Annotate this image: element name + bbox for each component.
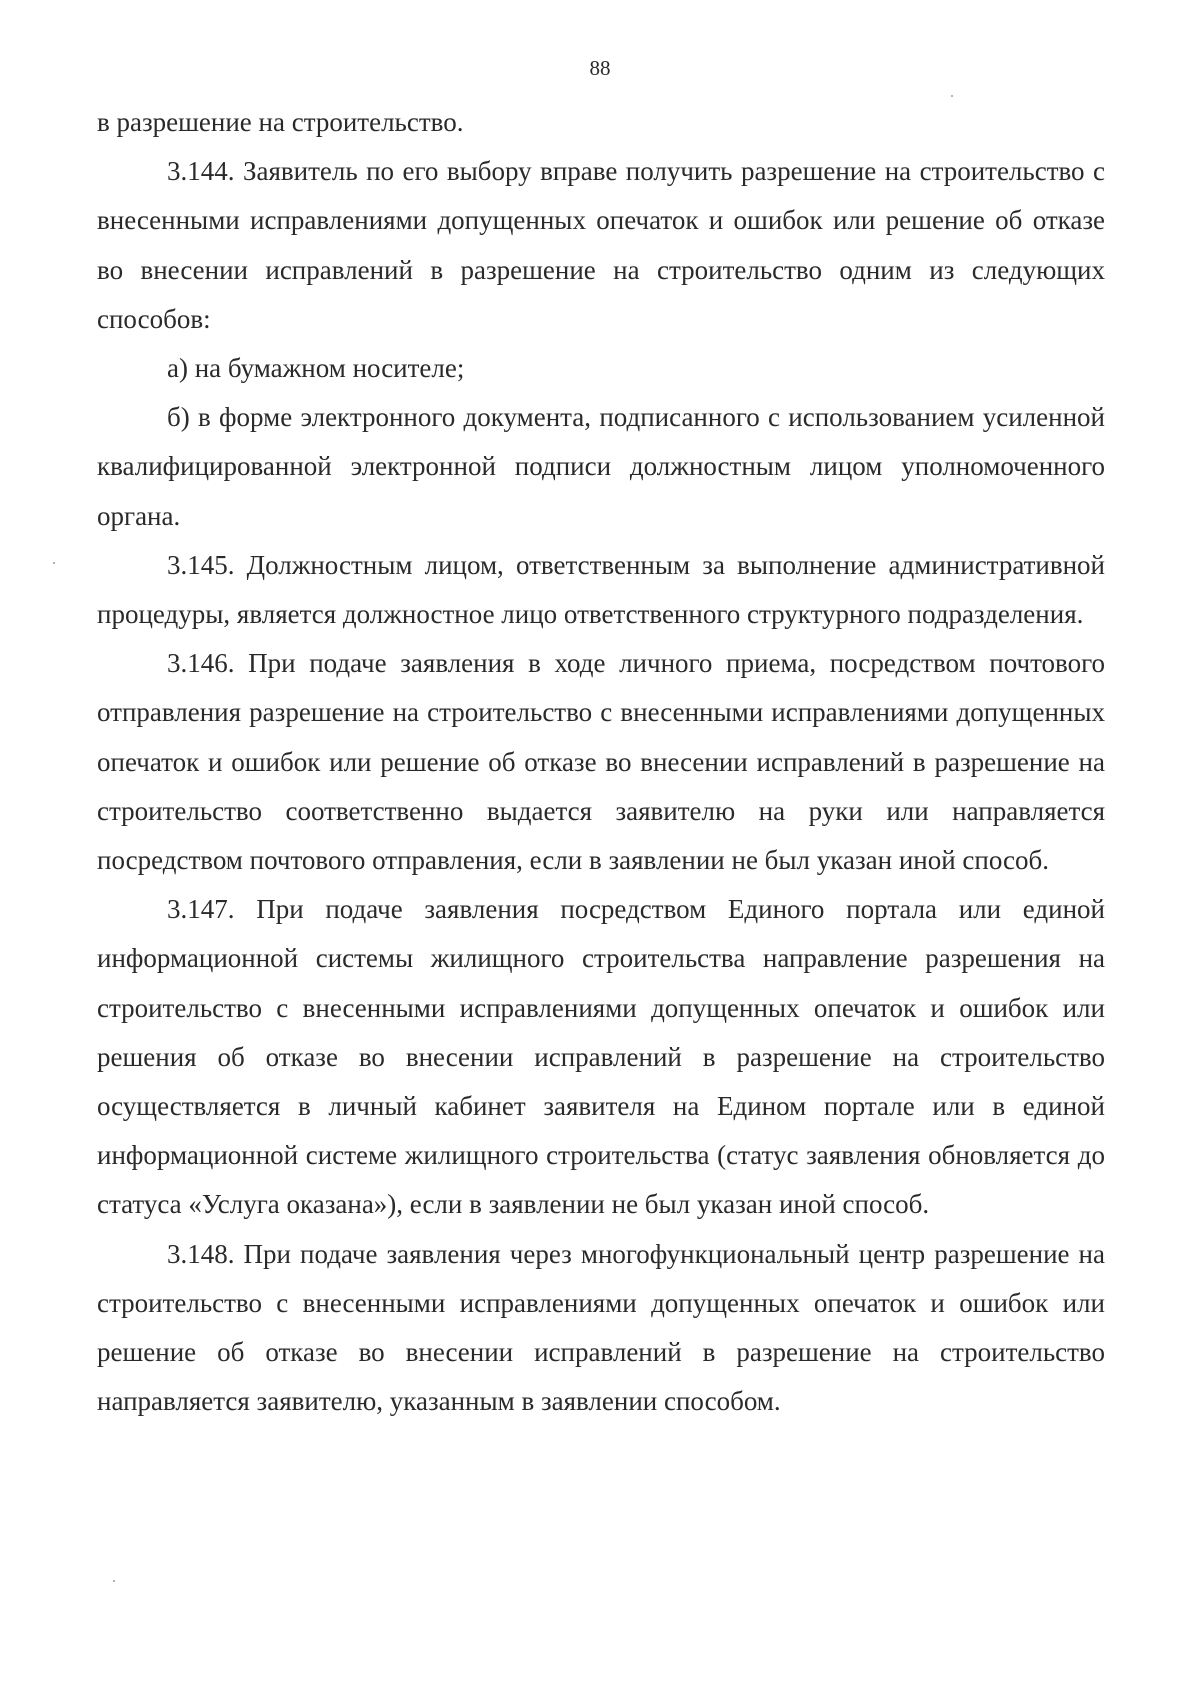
document-body <box>97 98 1105 1426</box>
list-item-a: а) на бумажном носителе; <box>167 353 465 384</box>
scan-speck <box>53 562 55 564</box>
scan-speck <box>113 1580 115 1582</box>
scan-speck <box>951 95 953 97</box>
paragraph-3-147: 3.147. При подаче заявления посредством Единого портала или единой информационной системы жилищного строительства направление разрешения на строительство с внесенными исправлениями допущенных опечаток и ошибок или решения об отказе во внесении исправлений в разрешение на строительство осуществляется в личный кабинет заявителя на Едином портале или в единой информационной системе жилищного строительства (статус заявления обновляется до статуса «Услуга оказана»), если в заявлении не был указан иной способ. <box>97 894 1105 1220</box>
list-item-b: б) в форме электронного документа, подписанного с использованием усиленной квалифицированной электронной подписи должностным лицом уполномоченного органа. <box>97 402 1105 531</box>
paragraph-3-145: 3.145. Должностным лицом, ответственным за выполнение административной процедуры, является должностное лицо ответственного структурного подразделения. <box>97 549 1105 630</box>
paragraph-3-146: 3.146. При подаче заявления в ходе личного приема, посредством почтового отправления разрешение на строительство с внесенными исправлениями допущенных опечаток и ошибок или решение об отказе во внесении исправлений в разрешение на строительство соответственно выдается заявителю на руки или направляется посредством почтового отправления, если в заявлении не был указан иной способ. <box>97 648 1105 876</box>
paragraph-3-148: 3.148. При подаче заявления через многофункциональный центр разрешение на строительство с внесенными исправлениями допущенных опечаток и ошибок или решение об отказе во внесении исправлений в разрешение на строительство направляется заявителю, указанным в заявлении способом. <box>97 1238 1105 1417</box>
paragraph-continuation: в разрешение на строительство. <box>97 107 464 137</box>
page-number: 88 <box>589 56 611 80</box>
paragraph-3-144: 3.144. Заявитель по его выбору вправе получить разрешение на строительство с внесенными исправлениями допущенных опечаток и ошибок или решение об отказе во внесении исправлений в разрешение на строительство одним из следующих способов: <box>97 156 1105 334</box>
